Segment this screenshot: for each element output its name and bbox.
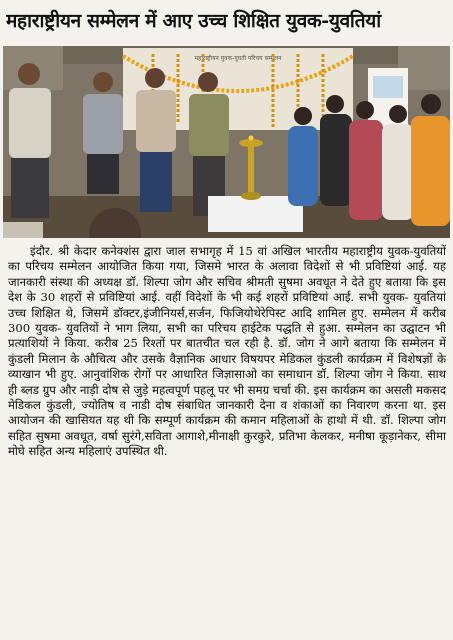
lamp-lighting-photo (3, 46, 450, 238)
table (208, 196, 303, 232)
article (8, 244, 446, 636)
article-body: इंदौर. श्री केदार कनेक्शंस द्वारा जाल सभागृह में 15 वां अखिल भारतीय महाराष्ट्रीय युवक-युवतियों का परिचय सम्मेलन आयोजित किया गया, जिसमे भारत के अलावा विदेशों से भी प्रविष्टियां आई. यह जानकारी संस्था की अध्यक्ष डॉ. शिल्पा जोग और सचिव श्रीमती सुषमा अवधूत ने देते हुए बताया कि इस देश के 30 शहरों से प्रविष्टियां आई. वहीं विदेशों के भी कई शहरों प्रविष्टियां आई. सभी युवक- युवतियां उच्च शिक्षित थे, जिसमें डॉक्टर,इंजीनियर्स,सर्जन, फिजियोथेरेपिस्ट आदि शामिल हुए. सम्मेलन में करीब 300 युवक- युवतियों ने भाग लिया, सभी का परिचय हाईटेक पद्धति से हुआ. सम्मेलन का उद्घाटन भी प्रत्याशियों ने किया. करीब 25 रिश्तों पर बातचीत चल रही है. डॉ. जोग ने आगे बताया कि सम्मेलन में कुंडली मिलान के औचित्य और उसके वैज्ञानिक आधार विषयपर मेडिकल कुंडली कार्यक्रम में विशेषज्ञों के व्याखान भी हुए. आनुवांशिक रोगों पर आधारित जिज्ञासाओ का समाधान डॉ. शिल्पा जोग ने किया. साथ ही ब्लड ग्रुप और नाड़ी दोष से जुड़े महत्वपूर्ण पहलू पर भी समग्र चर्चा की. इस कार्यक्रम का असली मकसद मेडिकल कुंडली, ज्योतिष व नाडी दोष संबाधित जानकारी देना व शंकाओं का निवारण करना था. इस आयोजन की खासियत यह थी कि सम्पूर्ण कार्यक्रम की कमान महिलाओं के हाथो में थी. डॉ. शिल्पा जोग सहित सुषमा अवधूत, वर्षा सुरंगे,सविता आगाशे,मीनाक्षी कुरकुरे, प्रतिभा केलकर, मनीषा कूड़ानेकर, सीमा मोघे सहित अन्य महिलाएं उपस्थित थी. (8, 244, 446, 459)
banner-text: महाराष्ट्रीयन युवक-युवती परिचय सम्मेलन (194, 55, 282, 62)
oil-lamp (248, 144, 254, 200)
event-photo (3, 46, 450, 238)
headline: महाराष्ट्रीयन सम्मेलन में आए उच्च शिक्षित युवक-युवतियां (6, 10, 381, 32)
